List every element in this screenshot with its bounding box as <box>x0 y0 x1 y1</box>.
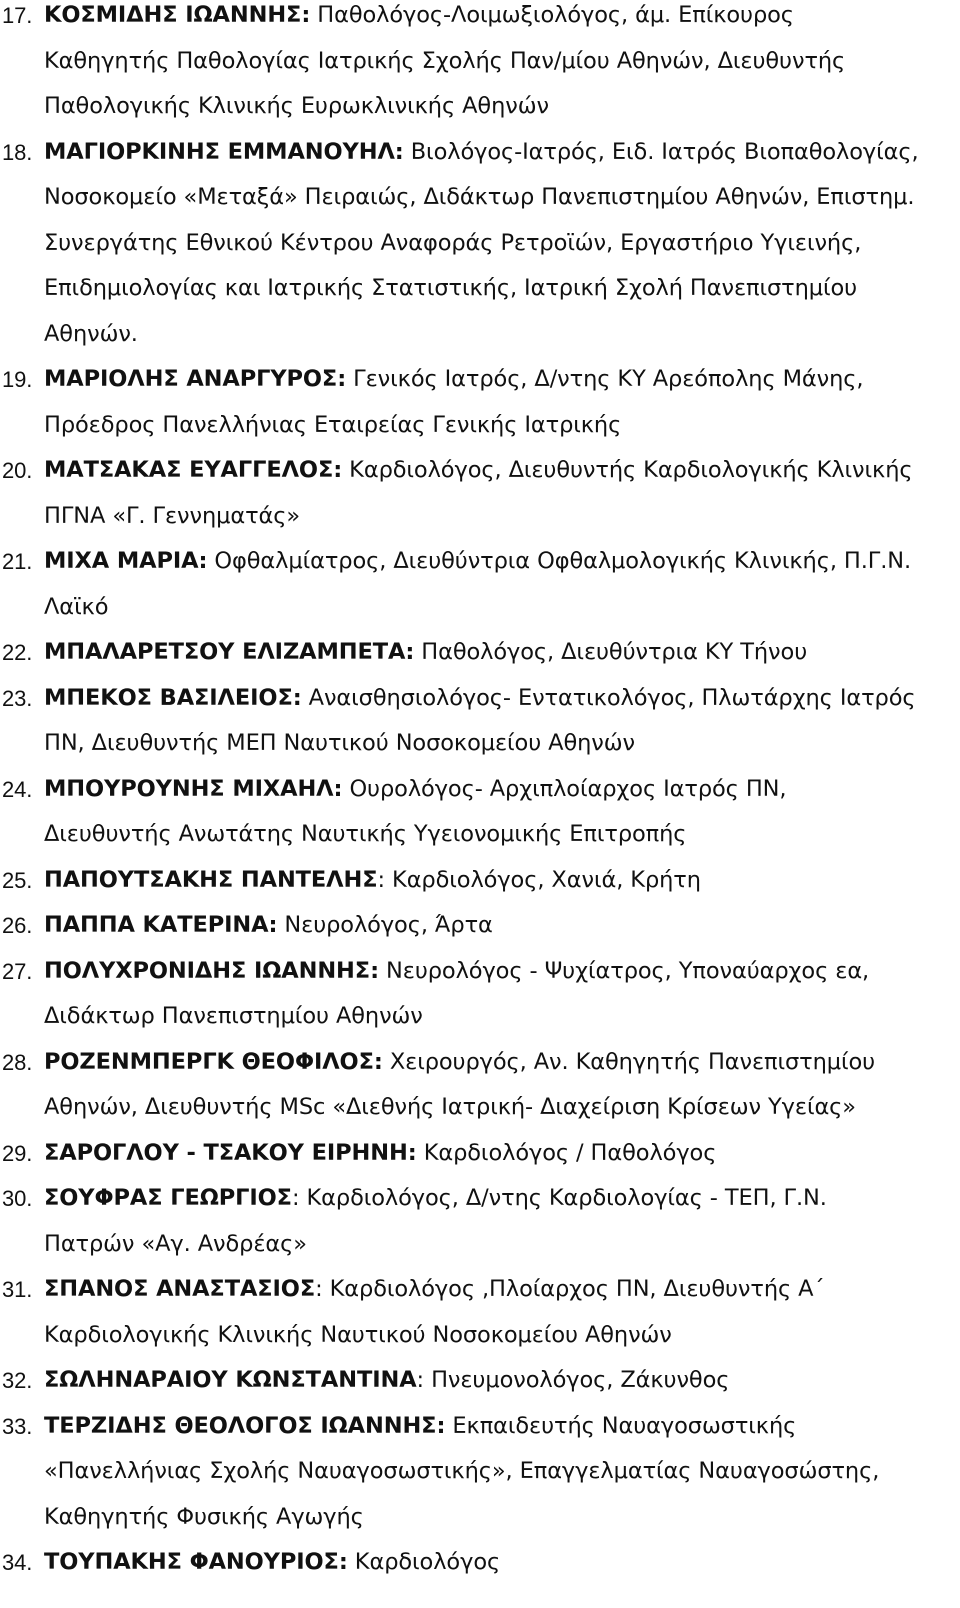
person-description: Βιολόγος-Ιατρός, Ειδ. Ιατρός Βιοπαθολογίας, Νοσοκομείο «Μεταξά» Πειραιώς, Διδάκτωρ Πανεπιστημίου Αθηνών, Επιστημ. Συνεργάτης Εθνικού Κέντρου Αναφοράς Ρετροϊών, Εργαστήριο Υγιεινής, Επιδημιολογίας και Ιατρικής Στατιστικής, Ιατρική Σχολή Πανεπιστημίου Αθηνών. <box>44 138 919 347</box>
person-name: ΜΠΕΚΟΣ ΒΑΣΙΛΕΙΟΣ: <box>44 684 302 711</box>
list-item <box>0 539 960 630</box>
list-item <box>0 357 960 448</box>
person-name: ΣΟΥΦΡΑΣ ΓΕΩΡΓΙΟΣ <box>44 1185 292 1211</box>
person-name: ΡΟΖΕΝΜΠΕΡΓΚ ΘΕΟΦΙΛΟΣ: <box>44 1048 383 1075</box>
item-number: 31. <box>2 1277 33 1302</box>
list-item <box>0 767 960 858</box>
person-name: ΜΑΓΙΟΡΚΙΝΗΣ ΕΜΜΑΝΟΥΗΛ: <box>44 138 404 165</box>
item-number: 23. <box>2 685 33 711</box>
person-name: ΜΙΧΑ ΜΑΡΙΑ: <box>44 548 208 574</box>
item-number: 32. <box>2 1368 33 1393</box>
person-description: Παθολόγος, Διευθύντρια ΚΥ Τήνου <box>414 639 808 665</box>
person-description: : Καρδιολόγος ,Πλοίαρχος ΠΝ, Διευθυντής Α΄ Καρδιολογικής Κλινικής Ναυτικού Νοσοκομείου Αθηνών <box>44 1276 825 1348</box>
person-name: ΚΟΣΜΙΔΗΣ ΙΩΑΝΝΗΣ: <box>44 2 311 28</box>
person-name: ΣΑΡΟΓΛΟΥ - ΤΣΑΚΟΥ ΕΙΡΗΝΗ: <box>44 1139 417 1166</box>
person-name: ΠΑΠΠΑ ΚΑΤΕΡΙΝΑ: <box>44 912 278 938</box>
person-description: Αναισθησιολόγος- Εντατικολόγος, Πλωτάρχης Ιατρός ΠΝ, Διευθυντής ΜΕΠ Ναυτικού Νοσοκομείου Αθηνών <box>44 684 916 756</box>
person-description: Παθολόγος-Λοιμωξιολόγος, άμ. Επίκουρος Καθηγητής Παθολογίας Ιατρικής Σχολής Παν/μίου Αθηνών, Διευθυντής Παθολογικής Κλινικής Ευρωκλινικής Αθηνών <box>44 2 846 119</box>
person-description: Χειρουργός, Αν. Καθηγητής Πανεπιστημίου Αθηνών, Διευθυντής MSc «Διεθνής Ιατρική- Διαχείριση Κρίσεων Υγείας» <box>44 1048 876 1120</box>
person-description: : Πνευμονολόγος, Ζάκυνθος <box>416 1367 730 1393</box>
person-description: Καρδιολόγος, Διευθυντής Καρδιολογικής Κλινικής ΠΓΝΑ «Γ. Γεννηματάς» <box>44 457 913 529</box>
person-name: ΠΟΛΥΧΡΟΝΙΔΗΣ ΙΩΑΝΝΗΣ: <box>44 957 379 984</box>
list-item <box>0 130 960 358</box>
list-item <box>0 1267 960 1358</box>
item-number: 27. <box>2 958 33 984</box>
list-item <box>0 949 960 1040</box>
item-number: 20. <box>2 458 33 483</box>
person-description: Γενικός Ιατρός, Δ/ντης ΚΥ Αρεόπολης Μάνης, Πρόεδρος Πανελλήνιας Εταιρείας Γενικής Ιατρικής <box>44 366 864 438</box>
list-item <box>0 1358 960 1404</box>
person-description: : Καρδιολόγος, Δ/ντης Καρδιολογίας - ΤΕΠ, Γ.Ν. Πατρών «Αγ. Ανδρέας» <box>44 1185 827 1257</box>
list-item <box>0 1540 960 1586</box>
item-number: 19. <box>2 367 33 392</box>
list-item <box>0 448 960 539</box>
person-description: Καρδιολόγος / Παθολόγος <box>416 1139 717 1166</box>
person-name: ΣΩΛΗΝΑΡΑΙΟΥ ΚΩΝΣΤΑΝΤΙΝΑ <box>44 1367 417 1393</box>
person-description: Νευρολόγος, Άρτα <box>277 912 493 938</box>
item-number: 33. <box>2 1413 33 1439</box>
person-name: ΣΠΑΝΟΣ ΑΝΑΣΤΑΣΙΟΣ <box>44 1276 316 1302</box>
item-number: 21. <box>2 549 33 574</box>
item-number: 22. <box>2 640 33 665</box>
item-number: 18. <box>2 139 33 165</box>
person-description: Εκπαιδευτής Ναυαγοσωστικής «Πανελλήνιας Σχολής Ναυαγοσωστικής», Επαγγελματίας Ναυαγοσώστης, Καθηγητής Φυσικής Αγωγής <box>44 1412 880 1530</box>
item-number: 29. <box>2 1140 33 1166</box>
person-name: ΜΠΟΥΡΟΥΝΗΣ ΜΙΧΑΗΛ: <box>44 775 343 802</box>
list-item <box>0 1131 960 1177</box>
item-number: 24. <box>2 776 33 802</box>
list-item <box>0 1040 960 1131</box>
person-name: ΤΕΡΖΙΔΗΣ ΘΕΟΛΟΓΟΣ ΙΩΑΝΝΗΣ: <box>44 1412 446 1439</box>
list-item <box>0 1404 960 1541</box>
list-item <box>0 903 960 949</box>
item-number: 17. <box>2 3 33 28</box>
person-description: Ουρολόγος- Αρχιπλοίαρχος Ιατρός ΠΝ, Διευθυντής Ανωτάτης Ναυτικής Υγειονομικής Επιτροπής <box>44 775 787 847</box>
item-number: 30. <box>2 1186 33 1211</box>
person-name: ΜΑΤΣΑΚΑΣ ΕΥΑΓΓΕΛΟΣ: <box>44 457 343 483</box>
item-number: 26. <box>2 913 33 938</box>
person-name: ΠΑΠΟΥΤΣΑΚΗΣ ΠΑΝΤΕΛΗΣ <box>44 866 378 893</box>
person-description: Καρδιολόγος <box>347 1549 501 1575</box>
item-number: 34. <box>2 1550 33 1575</box>
person-description: : Καρδιολόγος, Χανιά, Κρήτη <box>377 866 701 893</box>
person-description: Νευρολόγος - Ψυχίατρος, Υποναύαρχος εα, Διδάκτωρ Πανεπιστημίου Αθηνών <box>44 957 870 1029</box>
person-name: ΜΑΡΙΟΛΗΣ ΑΝΑΡΓΥΡΟΣ: <box>44 366 347 392</box>
list-item <box>0 676 960 767</box>
item-number: 28. <box>2 1049 33 1075</box>
list-item <box>0 630 960 676</box>
list-item <box>0 1176 960 1267</box>
item-number: 25. <box>2 867 33 893</box>
list-item <box>0 858 960 904</box>
person-description: Οφθαλμίατρος, Διευθύντρια Οφθαλμολογικής Κλινικής, Π.Γ.Ν. Λαϊκό <box>44 548 912 620</box>
list-item <box>0 0 960 130</box>
person-name: ΤΟΥΠΑΚΗΣ ΦΑΝΟΥΡΙΟΣ: <box>44 1549 348 1575</box>
person-name: ΜΠΑΛΑΡΕΤΣΟΥ ΕΛΙΖΑΜΠΕΤΑ: <box>44 639 415 665</box>
